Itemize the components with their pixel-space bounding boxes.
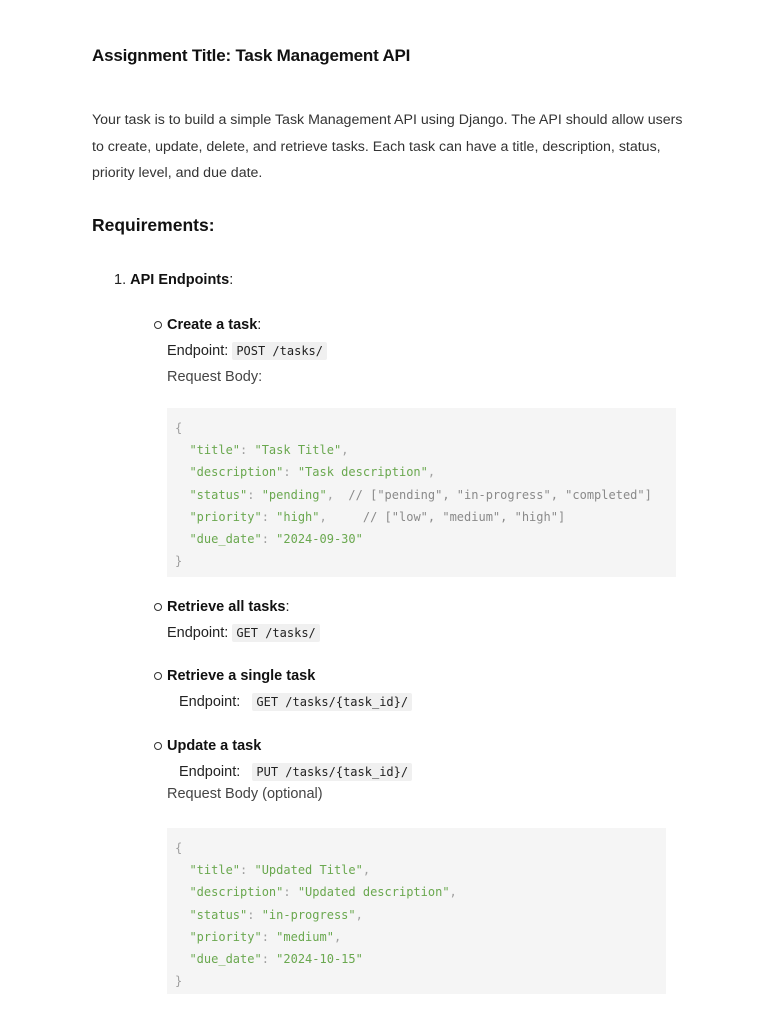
code-key: "due_date" — [189, 952, 262, 967]
list-item-label: API Endpoints — [130, 272, 230, 288]
create-endpoint-line: Endpoint: POST /tasks/ — [167, 343, 327, 359]
bullet-icon — [154, 321, 162, 329]
requirements-heading: Requirements: — [92, 215, 215, 235]
update-body-label: Request Body (optional) — [167, 786, 323, 802]
code-value: "medium" — [276, 929, 334, 944]
code-value: "Updated description" — [297, 885, 450, 900]
code-key: "description" — [189, 465, 284, 480]
bullet-icon — [154, 742, 162, 750]
code-brace-open: { — [175, 421, 183, 435]
code-key: "priority" — [189, 509, 262, 524]
code-brace-close: } — [175, 554, 183, 569]
list-item-api-endpoints: 1. API Endpoints: — [114, 272, 234, 288]
update-endpoint-code: PUT /tasks/{task_id}/ — [252, 763, 412, 781]
code-line: "description": "Updated description", — [189, 885, 457, 900]
code-line: "description": "Task description", — [189, 465, 436, 480]
code-value: "pending" — [261, 487, 327, 502]
code-key: "title" — [189, 443, 241, 458]
code-comment: // ["pending", "in-progress", "completed"] — [348, 487, 652, 502]
create-request-body-code — [167, 408, 676, 577]
code-value: "Task Title" — [254, 443, 342, 458]
code-value: "2024-09-30" — [276, 532, 363, 547]
page-title: Assignment Title: Task Management API — [92, 46, 411, 65]
retrieve-all-endpoint-line: Endpoint: GET /tasks/ — [167, 625, 320, 641]
sub-item-label: Update a task — [167, 738, 262, 754]
code-line: "title": "Task Title", — [189, 443, 349, 458]
list-number: 1. — [114, 272, 127, 288]
create-body-label: Request Body: — [167, 369, 263, 385]
retrieve-single-endpoint-code: GET /tasks/{task_id}/ — [252, 693, 412, 711]
retrieve-single-endpoint-line: Endpoint: GET /tasks/{task_id}/ — [179, 694, 412, 710]
code-key: "status" — [189, 907, 248, 922]
code-value: "2024-10-15" — [276, 952, 363, 967]
code-line: "priority": "medium", — [189, 929, 342, 944]
intro-paragraph: Your task is to build a simple Task Management API using Django. The API should allow users to create, update, delete, and retrieve tasks. Each task can have a title, description, status, priority level, and due date. — [92, 112, 683, 181]
code-key: "title" — [189, 863, 241, 878]
code-line: "status": "in-progress", — [189, 907, 363, 922]
code-line: "due_date": "2024-10-15" — [189, 952, 363, 967]
code-key: "priority" — [189, 929, 262, 944]
sub-item-label: Retrieve a single task — [167, 668, 316, 684]
code-value: "high" — [276, 509, 320, 524]
code-value: "Task description" — [297, 465, 428, 480]
update-request-body-code — [167, 828, 666, 994]
code-brace-open: { — [175, 841, 183, 855]
bullet-icon — [154, 603, 162, 611]
code-value: "Updated Title" — [254, 863, 363, 878]
code-value: "in-progress" — [261, 907, 356, 922]
code-line: "priority": "high", // ["low", "medium", "high"] — [189, 509, 566, 524]
retrieve-all-endpoint-code: GET /tasks/ — [232, 624, 319, 642]
code-comment: // ["low", "medium", "high"] — [362, 509, 566, 524]
code-key: "due_date" — [189, 532, 262, 547]
sub-item-label: Retrieve all tasks — [167, 599, 286, 615]
update-endpoint-line: Endpoint: PUT /tasks/{task_id}/ — [179, 764, 412, 780]
code-line: "status": "pending", // ["pending", "in-progress", "completed"] — [189, 487, 652, 502]
sub-item-label: Create a task — [167, 317, 258, 333]
document-page: Assignment Title: Task Management API Your task is to build a simple Task Management API using Django. The API should allow users to create, update, delete, and retrieve tasks. Each task can have a title, description, status, priority level, and due date. Requirements: 1. API Endpoints: Create a task: Endpoint: POST /tasks/ Request Body: { "title": "Task Title", "description": "Task description", "status": "pending", // ["pending", "in-progress", "completed"] "priority": "high", // ["low", "medium", "high"] "due_date": "2024-09-30" } Retrieve all tasks: Endpoint: GET /tasks/ Retrieve a single task Endpoint: GET /tasks/{task_id}/ Update a task Endpoint: PUT /tasks/{task_id}/ Request Body (optional) { "title": "Updated Title", "description": "Updated description", "status": "in-progress", "priority": "medium", "due_date": "2024-10-15" } — [0, 0, 768, 1024]
code-key: "status" — [189, 487, 248, 502]
bullet-icon — [154, 672, 162, 680]
code-key: "description" — [189, 885, 284, 900]
create-endpoint-code: POST /tasks/ — [232, 342, 327, 360]
code-line: "title": "Updated Title", — [189, 863, 371, 878]
code-brace-close: } — [175, 974, 183, 989]
code-line: "due_date": "2024-09-30" — [189, 532, 363, 547]
